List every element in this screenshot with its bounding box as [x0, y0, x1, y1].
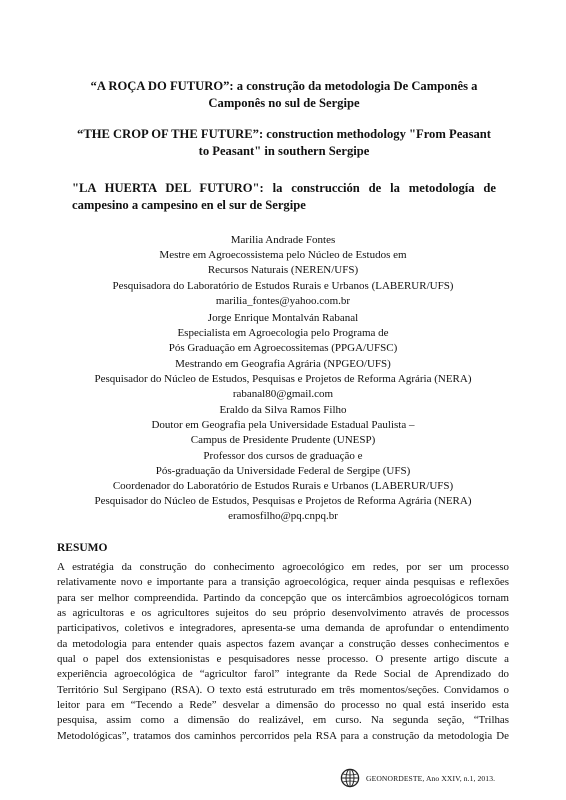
author-affiliation: Doutor em Geografia pela Universidade Estadual Paulista –	[151, 419, 415, 432]
author-affiliation: Recursos Naturais (NEREN/UFS)	[207, 264, 359, 277]
abstract-line: para ser melhor compreendida. Partindo da concepção que os intercâmbios agroecológicos tornam	[57, 591, 509, 604]
page-footer	[340, 768, 495, 788]
abstract-line: Metodológicas”, tratamos dos caminhos percorridos pela RSA para a construção da metodologia De	[57, 729, 509, 742]
abstract-line: relativamente novo e importante para a transição agroecológica, requer ainda pesquisas e reflexões	[57, 576, 509, 589]
abstract-line: A estratégia da construção do conhecimento agroecológico em redes, por ser um processo	[57, 561, 509, 573]
author-affiliation: Pesquisador do Núcleo de Estudos, Pesquisas e Projetos de Reforma Agrária (NERA)	[94, 495, 472, 508]
abstract-line: experiência agroecológica de “agricultor farol” integrante da Rede Social de Aprendizado do	[57, 668, 509, 681]
author-name: Marilia Andrade Fontes	[230, 234, 336, 246]
abstract-line: qual o papel dos extensionistas e pesquisadores nesse processo. O presente artigo discute a	[57, 653, 509, 666]
author-affiliation: Pesquisadora do Laboratório de Estudos Rurais e Urbanos (LABERUR/UFS)	[112, 279, 454, 292]
abstract-line: pesquisa, assim como a dimensão do realizável, em curso. Na segunda seção, “Trilhas	[57, 714, 509, 727]
author-email: eramosfilho@pq.cnpq.br	[228, 510, 338, 523]
author-affiliation: Pesquisador do Núcleo de Estudos, Pesquisas e Projetos de Reforma Agrária (NERA)	[94, 372, 472, 385]
title-portuguese: “A ROÇA DO FUTURO”: a construção da metodologia De Camponês a Camponês no sul de Sergipe	[90, 79, 478, 110]
author-affiliation: Especialista em Agroecologia pelo Programa de	[177, 327, 389, 340]
author-affiliation: Mestre em Agroecossistema pelo Núcleo de Estudos em	[159, 249, 407, 262]
author-block-2	[60, 311, 506, 402]
author-affiliation: Coordenador do Laboratório de Estudos Rurais e Urbanos (LABERUR/UFS)	[112, 480, 454, 493]
abstract-line: leitor para em “Tecendo a Rede” desvelar a dimensão do processo no qual está inserido esta	[57, 699, 509, 712]
author-affiliation: Pós Graduação em Agroecossitemas (PPGA/UFSC)	[168, 342, 398, 355]
author-affiliation: Professor dos cursos de graduação e	[203, 449, 363, 462]
author-block-3	[60, 403, 506, 525]
author-email: rabanal80@gmail.com	[232, 388, 334, 401]
abstract-body	[57, 560, 509, 744]
abstract-line: da metodologia para entender quais aspectos fazem avançar a construção desses conhecimentos e	[57, 637, 509, 650]
author-affiliation: Pós-graduação da Universidade Federal de Sergipe (UFS)	[155, 464, 411, 477]
author-affiliation: Campus de Presidente Prudente (UNESP)	[190, 434, 376, 447]
abstract-line: Território Sul Sergipano (RSA). O texto está estruturado em três momentos/seções. Convidamos o	[57, 683, 509, 696]
author-name: Eraldo da Silva Ramos Filho	[219, 404, 347, 416]
abstract-line: as agricultoras e os agricultores sujeitos do seu próprio desenvolvimento através de processos	[57, 607, 509, 620]
author-email: marilia_fontes@yahoo.com.br	[215, 294, 351, 307]
author-block-1	[60, 233, 506, 309]
journal-citation: GEONORDESTE, Ano XXIV, n.1, 2013.	[366, 773, 496, 783]
title-english: “THE CROP OF THE FUTURE”: construction methodology "From Peasant to Peasant" in southern Sergipe	[77, 127, 491, 158]
title-spanish: "LA HUERTA DEL FUTURO": la construcción de la metodología de campesino a campesino en el sur de Sergipe	[72, 181, 496, 212]
abstract-line: participativos, coletivos e integradores, apresenta-se uma demanda de aprofundar o entendimento	[57, 622, 509, 635]
abstract-heading: RESUMO	[57, 542, 108, 554]
globe-logo-icon	[340, 768, 360, 788]
author-affiliation: Mestrando em Geografia Agrária (NPGEO/UFS)	[175, 357, 391, 370]
author-name: Jorge Enrique Montalván Rabanal	[207, 312, 359, 324]
